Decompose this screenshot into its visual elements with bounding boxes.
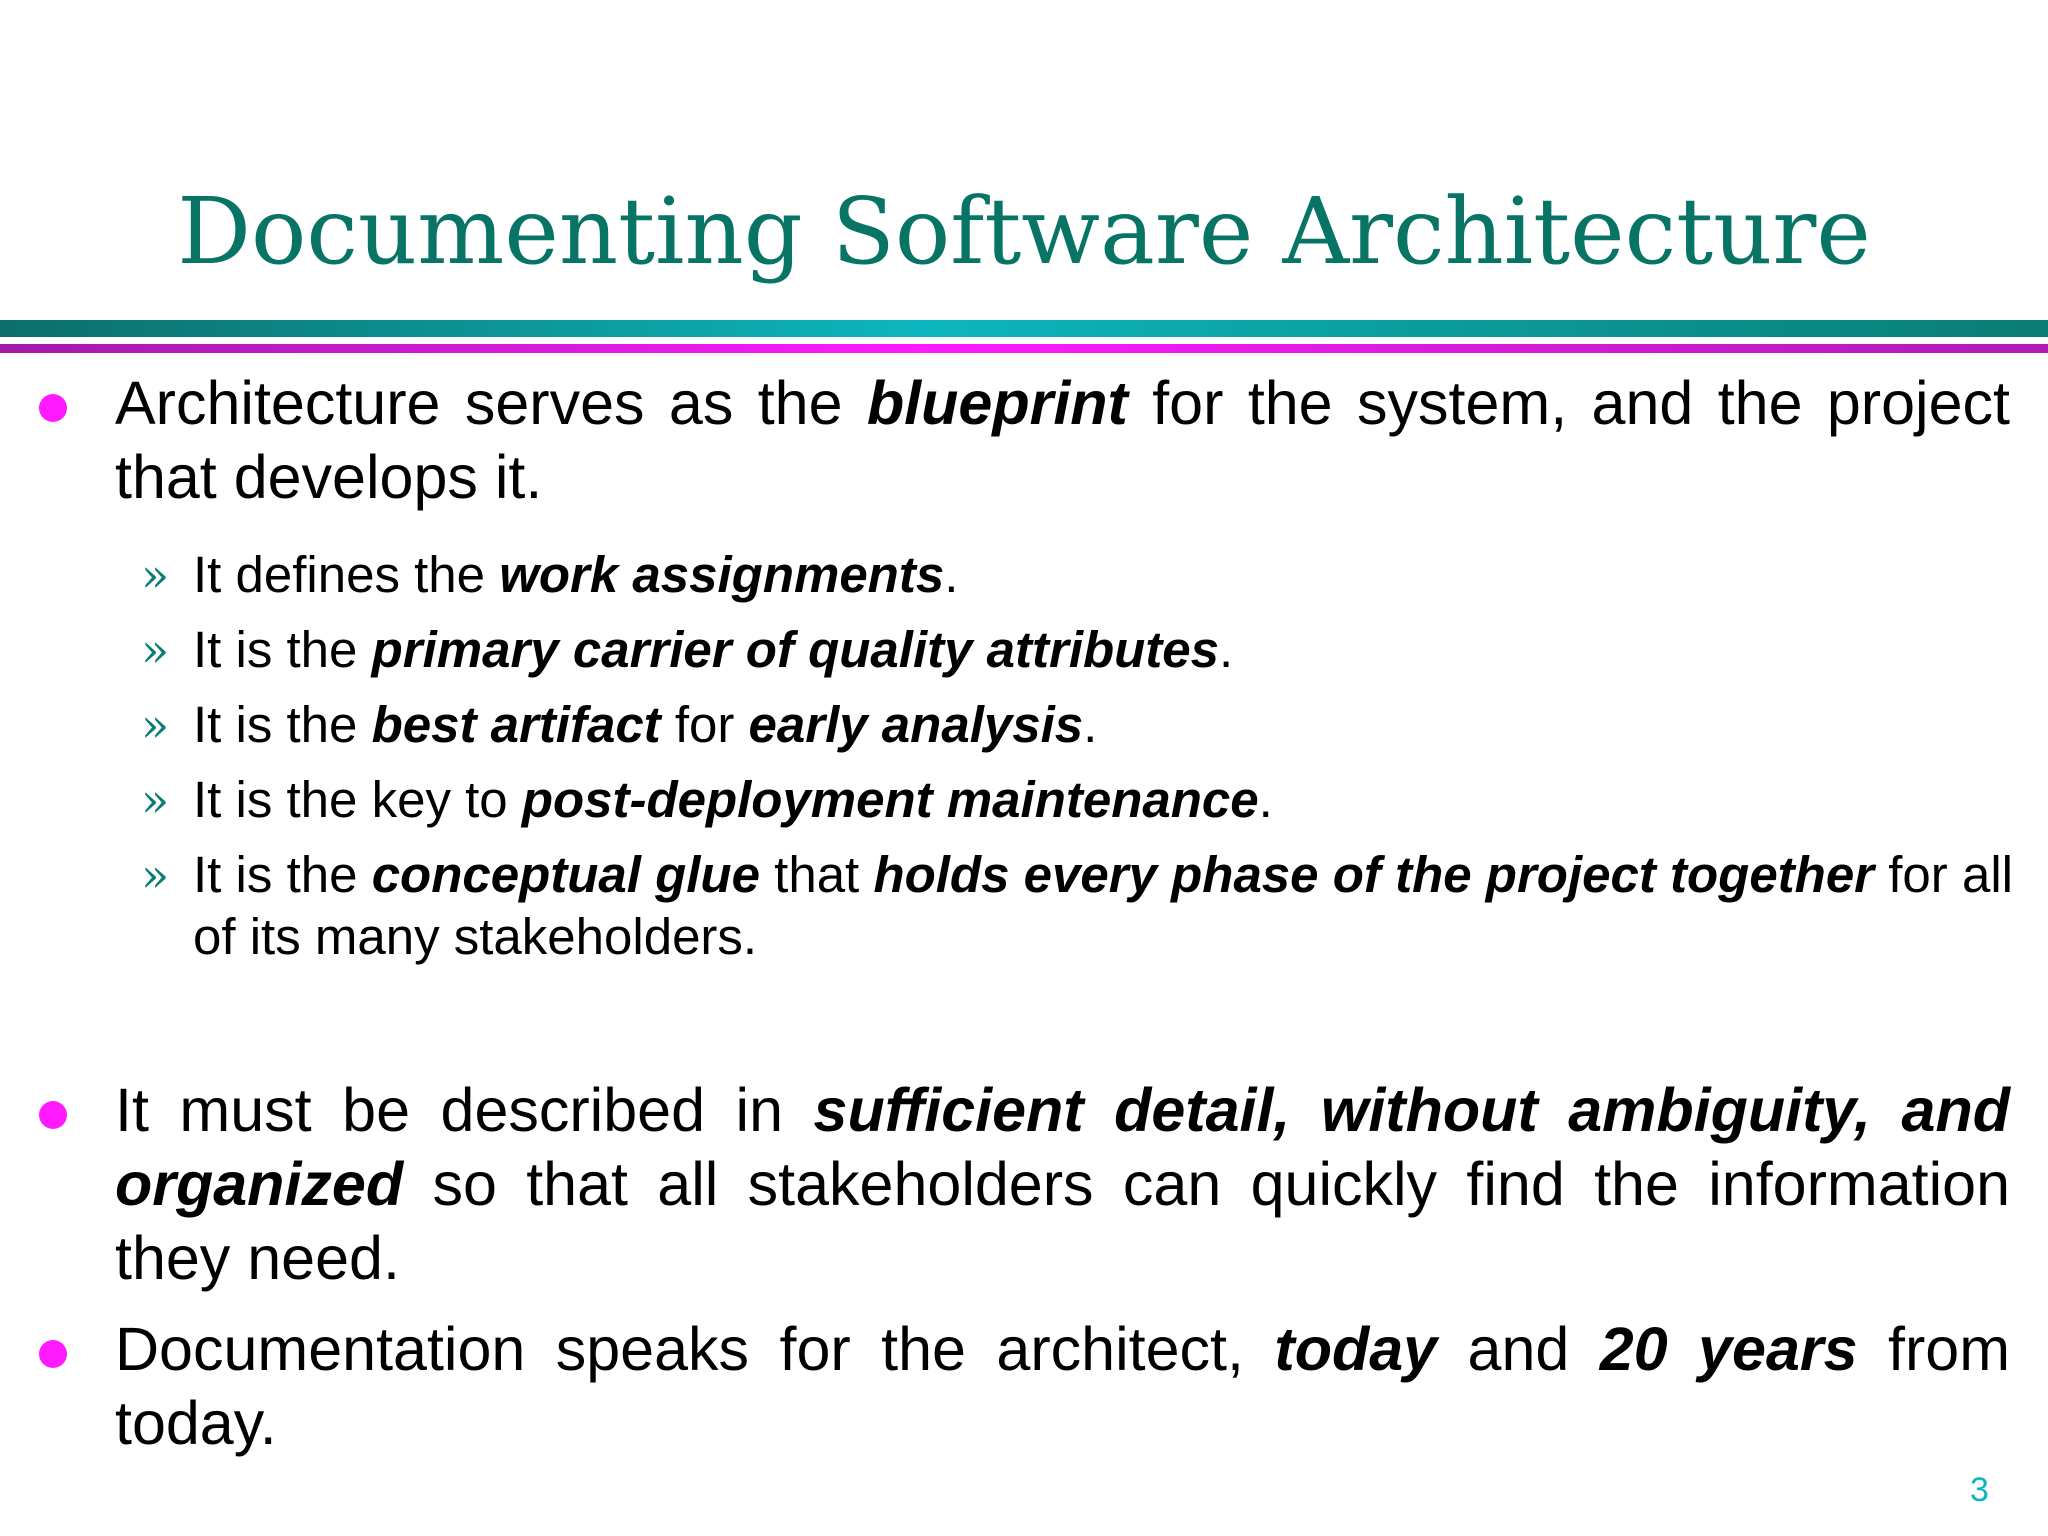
sub-bullet-item: » It defines the work assignments. bbox=[193, 544, 2013, 606]
bullet-item: Documentation speaks for the architect, today and 20 years from today. bbox=[115, 1312, 2010, 1460]
sub-bullet-item: » It is the conceptual glue that holds every phase of the project together for all of its many stakeholders. bbox=[141, 846, 2013, 965]
chevron-right-icon: » bbox=[141, 698, 170, 752]
slide-title: Documenting Software Architecture bbox=[177, 178, 1871, 285]
bullet-dot-icon bbox=[39, 394, 67, 422]
title-rule-teal bbox=[0, 320, 2048, 337]
bullet-item: It must be described in sufficient detail, without ambiguity, and organized so that all stakeholders can quickly find the information they need. bbox=[115, 1073, 2010, 1295]
chevron-right-icon: » bbox=[141, 623, 170, 677]
sub-bullet-item: » It is the primary carrier of quality attributes. bbox=[193, 619, 2013, 681]
sub-bullet-item: » It is the best artifact for early analysis. bbox=[193, 694, 2013, 756]
bullet-item: Architecture serves as the blueprint for the system, and the project that develops it. bbox=[115, 366, 2010, 514]
chevron-right-icon: » bbox=[141, 773, 170, 827]
chevron-right-icon: » bbox=[141, 848, 170, 902]
chevron-right-icon: » bbox=[141, 548, 170, 602]
title-rule-magenta bbox=[0, 344, 2048, 353]
sub-bullet-item: » It is the key to post-deployment maintenance. bbox=[193, 769, 2013, 831]
page-number: 3 bbox=[1970, 1471, 1989, 1509]
bullet-dot-icon bbox=[39, 1340, 67, 1368]
bullet-dot-icon bbox=[39, 1101, 67, 1129]
